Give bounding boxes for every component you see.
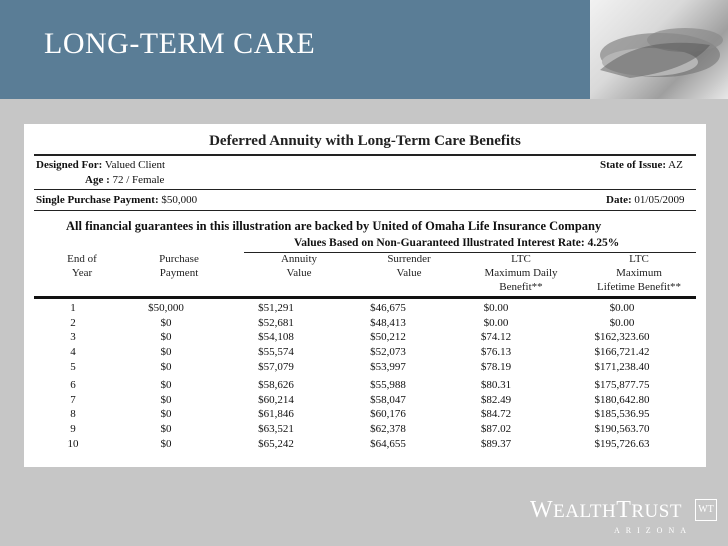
- cell-ltc-daily-benefit: $82.49: [480, 393, 512, 406]
- wt-badge: WT: [695, 499, 717, 521]
- cell-purchase-payment: $0: [160, 393, 172, 406]
- cell-end-of-year: 9: [70, 423, 76, 436]
- column-header-surrender-value: Surrender Value: [387, 253, 431, 279]
- cell-ltc-daily-benefit: $80.31: [480, 379, 512, 392]
- cell-surrender-value: $48,413: [370, 316, 406, 329]
- payment-value: $50,000: [161, 194, 198, 206]
- illustration-document: [24, 124, 706, 467]
- column-header-end-of-year: End of Year: [67, 253, 97, 279]
- table-row: [34, 407, 696, 422]
- cell-surrender-value: $50,212: [370, 331, 406, 344]
- payment-line: [36, 194, 197, 206]
- designed-for-label: Designed For:: [36, 159, 103, 171]
- state-line: [600, 159, 683, 171]
- state-value: AZ: [668, 159, 683, 171]
- cell-ltc-lifetime-benefit: $175,877.75: [594, 379, 650, 392]
- cell-annuity-value: $65,242: [258, 437, 294, 450]
- cell-annuity-value: $55,574: [258, 346, 294, 359]
- table-row: [34, 436, 696, 451]
- logo-subtitle: ARIZONA: [614, 526, 692, 535]
- payment-label: Single Purchase Payment:: [36, 194, 159, 206]
- cell-ltc-lifetime-benefit: $180,642.80: [594, 393, 650, 406]
- cell-annuity-value: $61,846: [258, 408, 294, 421]
- designed-for-line: [36, 159, 165, 171]
- table-header-rule: [34, 296, 696, 299]
- info-rule-2: [34, 210, 696, 211]
- cell-ltc-daily-benefit: $87.02: [480, 423, 512, 436]
- column-header-purchase-payment: Purchase Payment: [159, 253, 199, 279]
- cell-surrender-value: $46,675: [370, 302, 406, 315]
- document-title: Deferred Annuity with Long-Term Care Benefits: [209, 133, 521, 149]
- values-table: [34, 301, 696, 451]
- table-row: [34, 330, 696, 345]
- cell-purchase-payment: $0: [160, 379, 172, 392]
- cell-surrender-value: $52,073: [370, 346, 406, 359]
- cell-ltc-lifetime-benefit: $166,721.42: [594, 346, 650, 359]
- cell-surrender-value: $62,378: [370, 423, 406, 436]
- values-header: Values Based on Non-Guaranteed Illustrated Interest Rate: 4.25%: [294, 237, 620, 249]
- cell-end-of-year: 6: [70, 379, 76, 392]
- cell-ltc-daily-benefit: $0.00: [483, 302, 509, 315]
- cell-purchase-payment: $0: [160, 423, 172, 436]
- cell-annuity-value: $60,214: [258, 393, 294, 406]
- slide-header: [0, 0, 728, 99]
- cell-ltc-lifetime-benefit: $171,238.40: [594, 360, 650, 373]
- guarantee-statement: All financial guarantees in this illustration are backed by United of Omaha Life Insurance Company: [66, 219, 602, 233]
- cell-purchase-payment: $50,000: [148, 302, 184, 315]
- table-row: [34, 393, 696, 408]
- cell-ltc-lifetime-benefit: $195,726.63: [594, 437, 650, 450]
- column-header-ltc-daily: LTC Maximum Daily Benefit**: [484, 253, 558, 293]
- cell-ltc-daily-benefit: $84.72: [480, 408, 512, 421]
- cell-annuity-value: $54,108: [258, 331, 294, 344]
- cell-purchase-payment: $0: [160, 437, 172, 450]
- cell-ltc-lifetime-benefit: $185,536.95: [594, 408, 650, 421]
- cell-purchase-payment: $0: [160, 331, 172, 344]
- cell-annuity-value: $52,681: [258, 316, 294, 329]
- cell-ltc-lifetime-benefit: $190,563.70: [594, 423, 650, 436]
- date-line: [606, 194, 685, 206]
- cell-surrender-value: $53,997: [370, 360, 406, 373]
- cell-ltc-daily-benefit: $76.13: [480, 346, 512, 359]
- cell-ltc-lifetime-benefit: $162,323.60: [594, 331, 650, 344]
- cell-end-of-year: 5: [70, 360, 76, 373]
- cell-ltc-daily-benefit: $89.37: [480, 437, 512, 450]
- designed-for-value: Valued Client: [104, 159, 166, 171]
- cell-end-of-year: 1: [70, 302, 76, 315]
- cell-annuity-value: $58,626: [258, 379, 294, 392]
- cell-surrender-value: $64,655: [370, 437, 406, 450]
- cell-surrender-value: $60,176: [370, 408, 406, 421]
- cell-ltc-daily-benefit: $0.00: [483, 316, 509, 329]
- column-header-annuity-value: Annuity Value: [280, 253, 318, 279]
- table-row: [34, 378, 696, 393]
- age-line: [85, 174, 164, 186]
- age-label: Age :: [85, 174, 110, 186]
- cell-annuity-value: $63,521: [258, 423, 294, 436]
- cell-purchase-payment: $0: [160, 316, 172, 329]
- cell-end-of-year: 4: [70, 346, 76, 359]
- cell-ltc-lifetime-benefit: $0.00: [609, 316, 635, 329]
- cell-end-of-year: 7: [70, 393, 76, 406]
- cell-ltc-daily-benefit: $74.12: [480, 331, 512, 344]
- date-label: Date:: [606, 194, 632, 206]
- table-row: [34, 422, 696, 437]
- cell-purchase-payment: $0: [160, 346, 172, 359]
- info-rule-1: [34, 189, 696, 190]
- age-value: 72 / Female: [112, 174, 165, 186]
- state-label: State of Issue:: [600, 159, 666, 171]
- cell-surrender-value: $55,988: [370, 379, 406, 392]
- cell-surrender-value: $58,047: [370, 393, 406, 406]
- cell-ltc-lifetime-benefit: $0.00: [609, 302, 635, 315]
- wealthtrust-logo: WEALTHTRUST WT ARIZONA: [530, 497, 682, 524]
- table-row: [34, 301, 696, 316]
- hands-photo: [590, 0, 728, 99]
- table-row: [34, 345, 696, 360]
- cell-annuity-value: $57,079: [258, 360, 294, 373]
- cell-end-of-year: 3: [70, 331, 76, 344]
- cell-purchase-payment: $0: [160, 360, 172, 373]
- title-rule: [34, 154, 696, 156]
- cell-purchase-payment: $0: [160, 408, 172, 421]
- cell-end-of-year: 10: [67, 437, 79, 450]
- cell-ltc-daily-benefit: $78.19: [480, 360, 512, 373]
- cell-end-of-year: 2: [70, 316, 76, 329]
- cell-annuity-value: $51,291: [258, 302, 294, 315]
- column-header-ltc-lifetime: LTC Maximum Lifetime Benefit**: [597, 253, 681, 293]
- cell-end-of-year: 8: [70, 408, 76, 421]
- slide-title: LONG-TERM CARE: [44, 27, 316, 60]
- table-row: [34, 359, 696, 374]
- table-row: [34, 316, 696, 331]
- date-value: 01/05/2009: [634, 194, 685, 206]
